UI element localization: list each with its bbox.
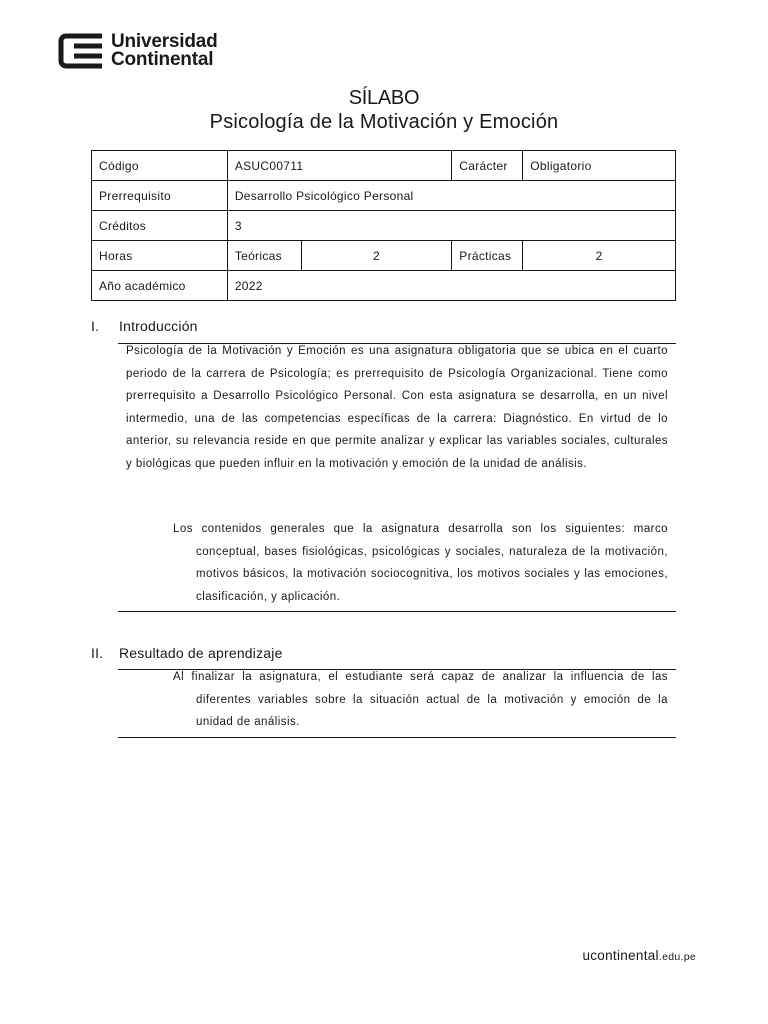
teoricas-value: 2 (301, 241, 452, 271)
anio-value: 2022 (227, 271, 675, 301)
website-main: ucontinental (582, 948, 659, 963)
caracter-value: Obligatorio (523, 151, 676, 181)
table-row (92, 241, 676, 271)
table-row (92, 271, 676, 301)
course-title: Psicología de la Motivación y Emoción (209, 111, 559, 133)
anio-label: Año académico (92, 271, 228, 301)
practicas-label: Prácticas (452, 241, 523, 271)
table-row (92, 181, 676, 211)
footer-website (582, 948, 696, 963)
horas-label: Horas (92, 241, 228, 271)
section-title: Introducción (119, 318, 198, 334)
creditos-label: Créditos (92, 211, 228, 241)
university-logo (58, 33, 218, 69)
section-number: I. (91, 318, 100, 334)
prerrequisito-label: Prerrequisito (92, 181, 228, 211)
resultado-paragraph: Al finalizar la asignatura, el estudiante será capaz de analizar la influencia de las diferentes variables sobre la situación actual de la motivación y emoción de la unidad de análisis. (173, 671, 668, 728)
creditos-value: 3 (227, 211, 675, 241)
section-divider (118, 611, 676, 612)
codigo-value: ASUC00711 (227, 151, 451, 181)
intro-paragraph: Psicología de la Motivación y Emoción es una asignatura obligatoria que se ubica en el cuarto periodo de la carrera de Psicología; es prerrequisito de Psicología Organizacional. Tiene como prerrequisito a Desarrollo Psicológico Personal. Con esta asignatura se desarrolla, en un nivel intermedio, una de las competencias específicas de la carrera: Diagnóstico. En virtud de lo anterior, su relevancia reside en que permite analizar y explicar las variables sociales, culturales y biológicas que pueden influir en la motivación y emoción de la unidad de análisis. (126, 345, 668, 470)
table-row (92, 151, 676, 181)
document-title: SÍLABO (348, 87, 420, 109)
teoricas-label: Teóricas (227, 241, 301, 271)
document-titles (0, 86, 768, 134)
practicas-value: 2 (523, 241, 676, 271)
contents-paragraph: Los contenidos generales que la asignatura desarrolla son los siguientes: marco conceptual, bases fisiológicas, psicológicas y sociales, naturaleza de la motivación, motivos básicos, la motivación sociocognitiva, los motivos sociales y las emociones, clasificación, y aplicación. (173, 523, 668, 603)
continental-logo-icon (58, 33, 104, 69)
university-name: Universidad Continental (111, 31, 218, 70)
website-domain: .edu.pe (658, 951, 696, 963)
section-number: II. (91, 645, 104, 661)
section-title: Resultado de aprendizaje (119, 645, 283, 661)
caracter-label: Carácter (452, 151, 523, 181)
section-divider (118, 737, 676, 738)
table-row (92, 211, 676, 241)
prerrequisito-value: Desarrollo Psicológico Personal (227, 181, 675, 211)
codigo-label: Código (92, 151, 228, 181)
course-info-table (91, 150, 676, 301)
